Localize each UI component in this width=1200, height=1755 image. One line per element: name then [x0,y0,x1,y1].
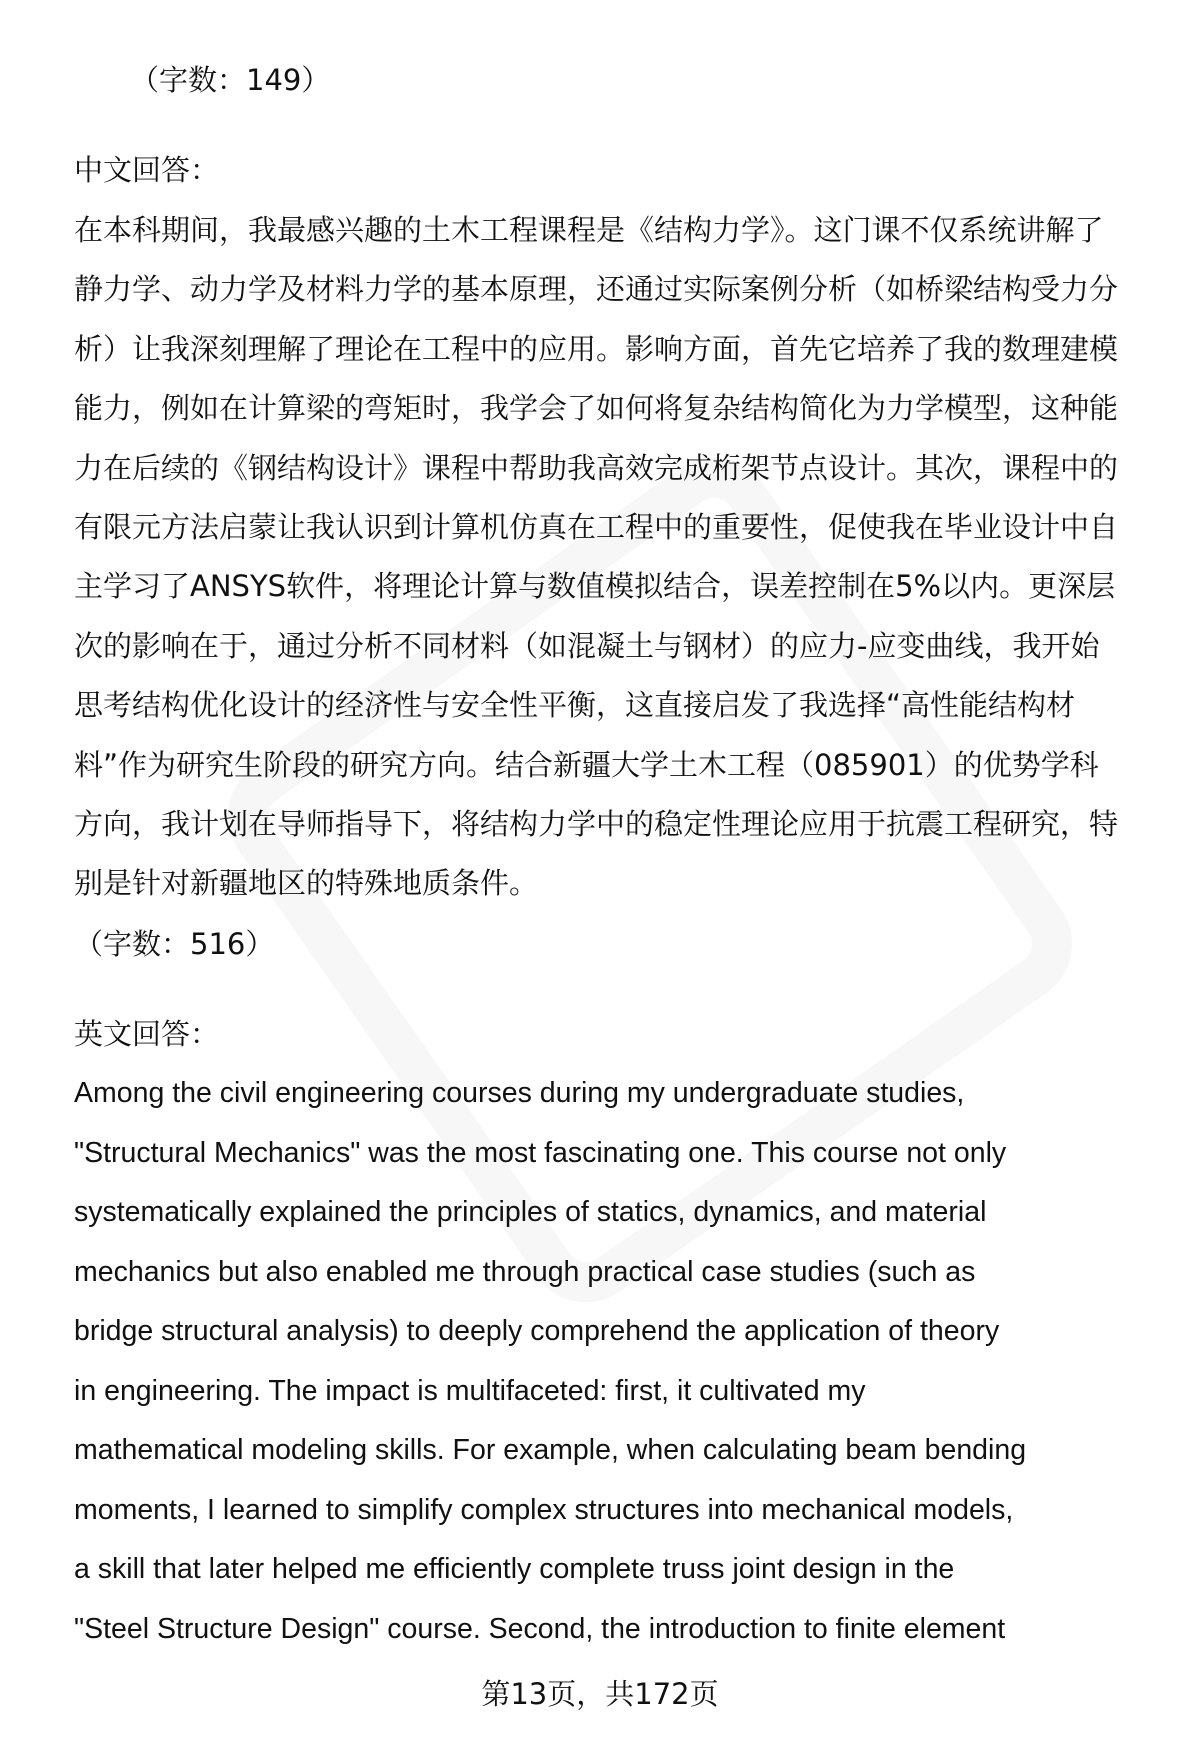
chinese-word-count: （字数：516） [74,927,275,961]
chinese-answer-heading: 中文回答： [74,153,220,187]
text-line: mathematical modeling skills. For example, when calculating beam bending [74,1434,1027,1466]
text-line: 思考结构优化设计的经济性与安全性平衡，这直接启发了我选择“高性能结构材 [74,688,1076,723]
text-line: 能力，例如在计算梁的弯矩时，我学会了如何将复杂结构简化为力学模型，这种能 [74,391,1119,426]
text-line: 方向，我计划在导师指导下，将结构力学中的稳定性理论应用于抗震工程研究，特 [74,807,1119,841]
text-line: systematically explained the principles of statics, dynamics, and material [74,1196,987,1228]
text-line: "Steel Structure Design" course. Second, the introduction to finite element [74,1612,1006,1645]
text-line: in engineering. The impact is multifaceted: first, it cultivated my [74,1374,866,1407]
text-line: bridge structural analysis) to deeply comprehend the application of theory [74,1315,1000,1347]
text-line: Among the civil engineering courses during my undergraduate studies, [74,1077,965,1109]
page-footer: 第13页，共172页 [481,1677,719,1711]
text-line: "Structural Mechanics" was the most fascinating one. This course not only [74,1136,1007,1169]
text-line: moments, I learned to simplify complex structures into mechanical models, [74,1493,1014,1526]
text-line: 力在后续的《钢结构设计》课程中帮助我高效完成桁架节点设计。其次，课程中的 [74,450,1119,485]
text-line: a skill that later helped me efficiently complete truss joint design in the [74,1553,955,1585]
text-line: 别是针对新疆地区的特殊地质条件。 [74,866,539,901]
text-line: 料”作为研究生阶段的研究方向。结合新疆大学土木工程（085901）的优势学科 [74,747,1099,782]
english-answer-heading: 英文回答： [74,1017,220,1051]
text-line: mechanics but also enabled me through practical case studies (such as [74,1255,976,1288]
text-line: 主学习了ANSYS软件，将理论计算与数值模拟结合，误差控制在5%以内。更深层 [74,569,1116,604]
text-line: 在本科期间，我最感兴趣的土木工程课程是《结构力学》。这门课不仅系统讲解了 [74,213,1104,247]
text-line: 有限元方法启蒙让我认识到计算机仿真在工程中的重要性，促使我在毕业设计中自 [74,510,1119,544]
text-line: 析）让我深刻理解了理论在工程中的应用。影响方面，首先它培养了我的数理建模 [74,331,1119,366]
text-line: 次的影响在于，通过分析不同材料（如混凝土与钢材）的应力-应变曲线，我开始 [74,628,1100,663]
text-line: 静力学、动力学及材料力学的基本原理，还通过实际案例分析（如桥梁结构受力分 [74,272,1119,307]
previous-word-count: （字数：149） [130,63,331,97]
